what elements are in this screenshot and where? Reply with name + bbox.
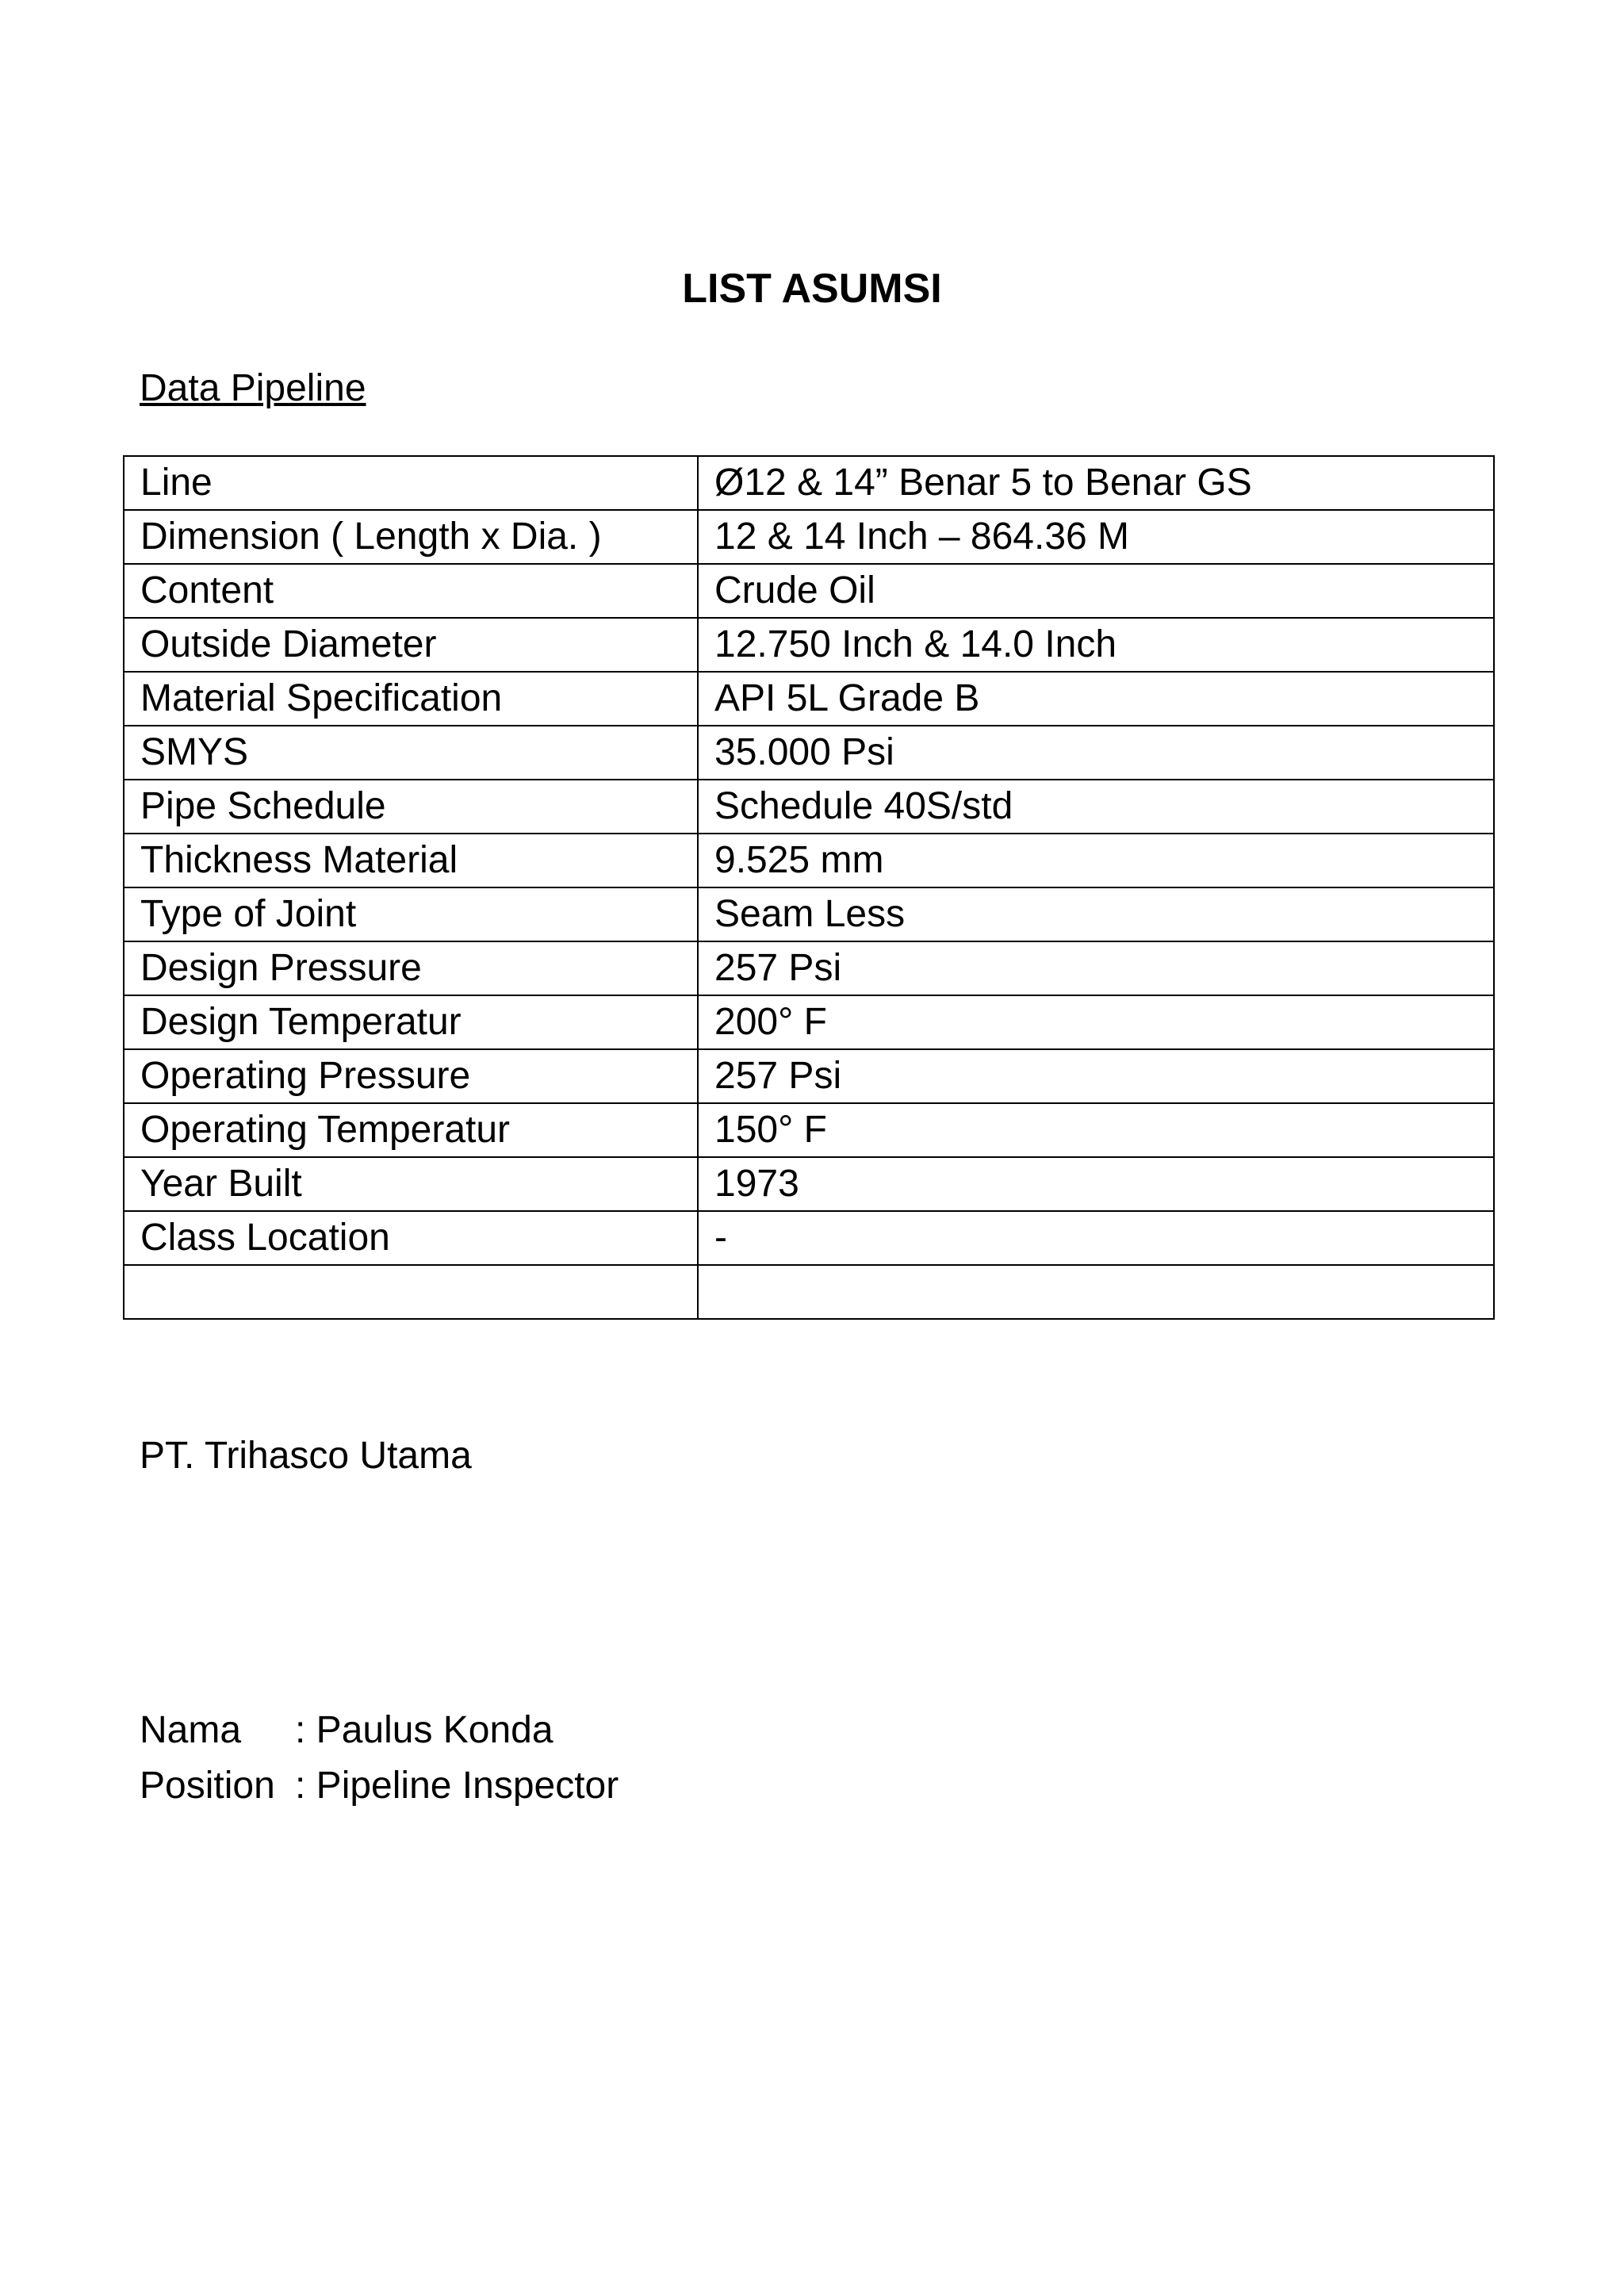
- row-value: 257 Psi: [698, 1049, 1494, 1103]
- signatory-name-value: : Paulus Konda: [295, 1709, 553, 1751]
- document-title: LIST ASUMSI: [682, 266, 942, 312]
- row-value: Crude Oil: [698, 564, 1494, 618]
- table-row: [124, 995, 1494, 1049]
- row-value: Schedule 40S/std: [698, 780, 1494, 834]
- row-value: Ø12 & 14” Benar 5 to Benar GS: [698, 456, 1494, 510]
- table-row: [124, 1049, 1494, 1103]
- row-value: Seam Less: [698, 887, 1494, 941]
- row-value: 1973: [698, 1157, 1494, 1211]
- table-row-empty: [124, 1265, 1494, 1319]
- table-row: [124, 887, 1494, 941]
- row-label: SMYS: [124, 726, 698, 780]
- row-value: 257 Psi: [698, 941, 1494, 995]
- row-value: 12.750 Inch & 14.0 Inch: [698, 618, 1494, 672]
- row-label: Design Temperatur: [124, 995, 698, 1049]
- row-value: API 5L Grade B: [698, 672, 1494, 726]
- row-label: Operating Temperatur: [124, 1103, 698, 1157]
- row-label: Dimension ( Length x Dia. ): [124, 510, 698, 564]
- row-value: 200° F: [698, 995, 1494, 1049]
- row-label: Material Specification: [124, 672, 698, 726]
- row-value: 9.525 mm: [698, 834, 1494, 887]
- signatory-position: [140, 1767, 619, 1805]
- table-row: [124, 618, 1494, 672]
- table-row: [124, 834, 1494, 887]
- table-row: [124, 564, 1494, 618]
- row-value: 35.000 Psi: [698, 726, 1494, 780]
- row-label: Outside Diameter: [124, 618, 698, 672]
- row-label: [124, 1265, 698, 1319]
- row-label: Line: [124, 456, 698, 510]
- pipeline-data-table: [123, 455, 1495, 1320]
- table-row: [124, 726, 1494, 780]
- table-row: [124, 510, 1494, 564]
- table-row: [124, 456, 1494, 510]
- signatory-name-label: Nama: [140, 1709, 242, 1751]
- signatory-position-value: : Pipeline Inspector: [295, 1765, 619, 1807]
- section-title: Data Pipeline: [140, 367, 366, 409]
- table-row: [124, 672, 1494, 726]
- row-label: Operating Pressure: [124, 1049, 698, 1103]
- table-row: [124, 1103, 1494, 1157]
- row-label: Content: [124, 564, 698, 618]
- company-name: PT. Trihasco Utama: [140, 1435, 472, 1477]
- signatory-position-label: Position: [140, 1765, 275, 1807]
- table-row: [124, 780, 1494, 834]
- row-label: Thickness Material: [124, 834, 698, 887]
- row-value: -: [698, 1211, 1494, 1265]
- signatory-name: [140, 1711, 553, 1750]
- row-value: 150° F: [698, 1103, 1494, 1157]
- row-label: Class Location: [124, 1211, 698, 1265]
- table-row: [124, 941, 1494, 995]
- row-label: Type of Joint: [124, 887, 698, 941]
- row-label: Design Pressure: [124, 941, 698, 995]
- table-row: [124, 1157, 1494, 1211]
- row-value: 12 & 14 Inch – 864.36 M: [698, 510, 1494, 564]
- row-label: Year Built: [124, 1157, 698, 1211]
- row-value: [698, 1265, 1494, 1319]
- row-label: Pipe Schedule: [124, 780, 698, 834]
- table-row: [124, 1211, 1494, 1265]
